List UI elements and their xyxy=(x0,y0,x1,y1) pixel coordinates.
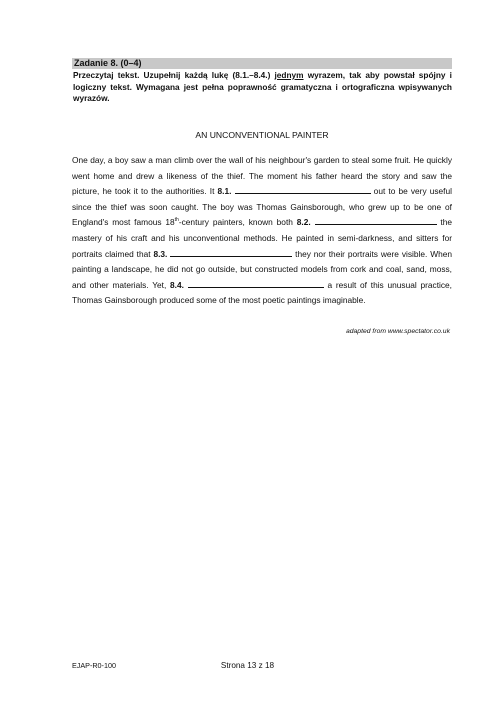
ordinal-suffix: th xyxy=(174,217,179,224)
text-title: AN UNCONVENTIONAL PAINTER xyxy=(195,130,329,140)
gap-label-8-2: 8.2. xyxy=(296,217,311,228)
task-title: Zadanie 8. (0–4) xyxy=(74,58,142,68)
instructions-text-2: wyrazem, tak aby powstał spójny i logiczny tekst. Wymagana jest pełna poprawność gramatyczna i ortograficzna wpisywanych wyrazów. xyxy=(73,70,452,104)
gap-label-8-1: 8.1. xyxy=(217,186,232,197)
source-attribution: adapted from www.spectator.co.uk xyxy=(345,328,450,335)
footer-page-number: Strona 13 z 18 xyxy=(220,661,275,670)
passage-part-6: a result of this unusual practice, Thomas Gainsborough produced some of the most poetic paintings imaginable. xyxy=(72,279,452,306)
passage-part-4: the mastery of his craft and his unconventional methods. He painted in semi-darkness, and sitters for portraits claimed that xyxy=(72,217,452,259)
gap-8-4-blank[interactable] xyxy=(188,278,324,288)
passage-part-3: -century painters, known both xyxy=(178,217,297,228)
gap-8-1-blank[interactable] xyxy=(235,184,371,194)
gap-8-2-blank[interactable] xyxy=(315,215,437,225)
gap-8-3-blank[interactable] xyxy=(170,247,292,257)
instructions-text-1: Przeczytaj tekst. Uzupełnij każdą lukę (8.1.–8.4.) xyxy=(73,70,275,80)
passage-part-5: they nor their portraits were visible. When painting a landscape, he did not go outside, but constructed models from cork and coal, sand, moss, and other materials. Yet, xyxy=(72,248,452,290)
passage xyxy=(72,153,452,309)
passage-part-2: out to be very useful since the thief was soon caught. The boy was Thomas Gainsborough, who grew up to be one of England's most famous 18 xyxy=(72,186,452,228)
footer-exam-code: EJAP-R0-100 xyxy=(72,661,116,670)
gap-label-8-3: 8.3. xyxy=(153,248,168,259)
passage-part-1: One day, a boy saw a man climb over the wall of his neighbour's garden to steal some fruit. He quickly went home and drew a likeness of the thief. The moment his father heard the story and saw the picture, he took it to the authorities. It xyxy=(72,155,452,197)
gap-label-8-4: 8.4. xyxy=(170,279,184,290)
task-instructions xyxy=(73,70,452,105)
instructions-underlined-word: jednym xyxy=(274,70,304,80)
